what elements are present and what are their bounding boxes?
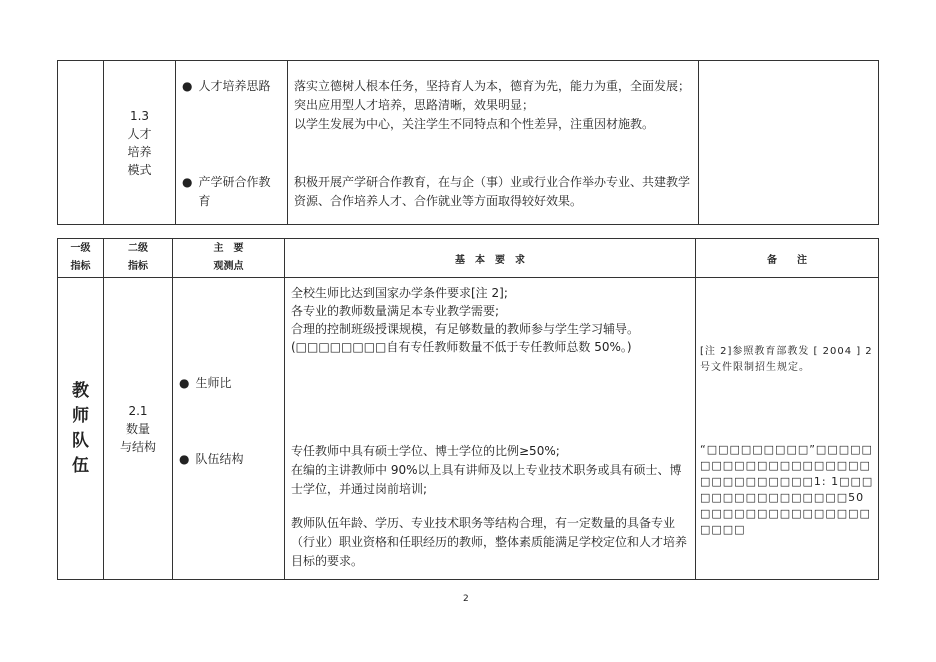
requirement-text: 在编的主讲教师中 90%以上具有讲师及以上专业技术职务或具有硕士、博士学位，并通过岗前培训; <box>291 463 682 496</box>
level2-cell: 2.1 数量 与结构 <box>104 278 173 580</box>
header-points: 主 要 观测点 <box>173 239 285 278</box>
requirement-text: 合理的控制班级授课规模，有足够数量的教师参与学生学习辅导。 <box>291 322 640 336</box>
level1-cell <box>58 61 104 225</box>
requirement-text: 专任教师中具有硕士学位、博士学位的比例≥50%; <box>291 444 560 458</box>
note-text: “□□□□□□□□□”□□□□□□□□□□□□□□□□□□□□□□□□□□□□□□1: 1□□□□□□□□□□□□□□□□50□□□□□□□□□□□□□□□□□□□ <box>700 443 874 536</box>
points-cell <box>173 278 285 580</box>
header-level1: 一级 指标 <box>58 239 104 278</box>
note-text: [注 2]参照教育部教发 [ 2004 ] 2 号文件限制招生规定。 <box>700 346 873 373</box>
bullet-icon: ● <box>179 376 190 390</box>
table-1 <box>57 60 879 225</box>
requirement-text: 各专业的教师数量满足本专业教学需要; <box>291 304 500 318</box>
level2-cell: 1.3 人才 培养 模式 <box>104 61 176 225</box>
requirement-text: 以学生发展为中心，关注学生不同特点和个性差异，注重因材施教。 <box>294 117 655 131</box>
notes-cell <box>696 278 879 580</box>
requirement-text: 教师队伍年龄、学历、专业技术职务等结构合理，有一定数量的具备专业（行业）职业资格和任职经历的教师，整体素质能满足学校定位和人才培养目标的要求。 <box>291 516 688 568</box>
header-notes: 备 注 <box>696 239 879 278</box>
point-label: 队伍结构 <box>195 452 244 466</box>
bullet-icon: ● <box>182 175 193 189</box>
bullet-icon: ● <box>179 452 190 466</box>
level1-cell: 教 师 队 伍 <box>58 278 104 580</box>
point-label: 生师比 <box>195 376 232 390</box>
requirements-cell <box>285 278 696 580</box>
requirement-text: (□□□□□□□□自有专任教师数量不低于专任教师总数 50%。) <box>291 340 632 354</box>
requirements-cell <box>288 61 699 225</box>
requirement-text: 全校生师比达到国家办学条件要求[注 2]; <box>291 286 508 300</box>
header-requirements: 基 本 要 求 <box>285 239 696 278</box>
page-number: 2 <box>463 594 469 604</box>
bullet-icon: ● <box>182 79 193 93</box>
points-cell <box>176 61 288 225</box>
header-level2: 二级 指标 <box>104 239 173 278</box>
requirement-text: 落实立德树人根本任务，坚持育人为本，德育为先，能力为重，全面发展； <box>294 79 691 93</box>
notes-cell <box>699 61 879 225</box>
table-2 <box>57 238 879 580</box>
point-label: 产学研合作教育 <box>198 175 271 208</box>
requirement-text: 积极开展产学研合作教育，在与企（事）业或行业合作举办专业、共建教学资源、合作培养人才、合作就业等方面取得较好效果。 <box>294 175 691 208</box>
point-label: 人才培养思路 <box>198 79 271 93</box>
requirement-text: 突出应用型人才培养，思路清晰，效果明显； <box>294 98 535 112</box>
